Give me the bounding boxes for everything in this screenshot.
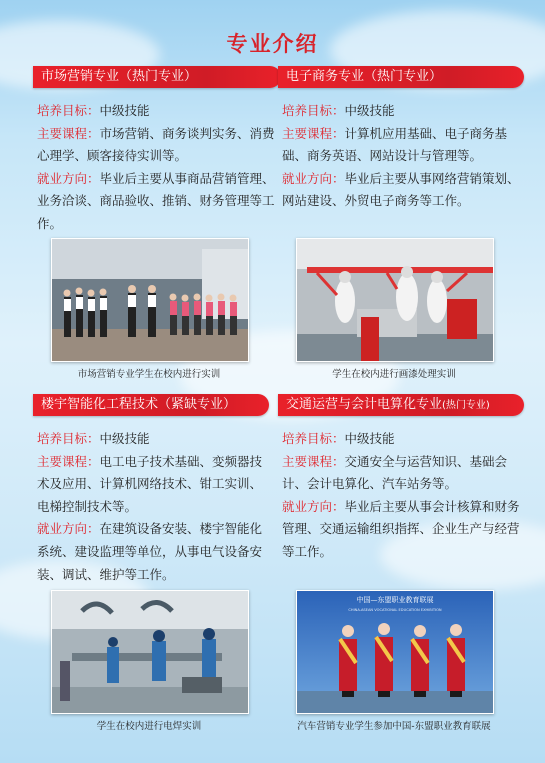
course-text: 交通安全与运营知识、基础会计、会计电算化、汽车站务等。 bbox=[282, 453, 508, 492]
goal-text: 中级技能 bbox=[344, 431, 395, 446]
exhibition-banner-text: 中国—东盟职业教育联展 bbox=[356, 596, 434, 604]
goal-text: 中级技能 bbox=[99, 103, 150, 118]
goal-label: 培养目标： bbox=[282, 103, 345, 118]
section-body bbox=[278, 428, 524, 564]
section-body bbox=[33, 100, 281, 236]
photo-caption: 学生在校内进行电焊实训 bbox=[96, 721, 202, 732]
section-heading-text: 交通运营与会计电算化专业 bbox=[286, 397, 443, 412]
photo-caption: 市场营销专业学生在校内进行实训 bbox=[77, 369, 221, 380]
career-text: 毕业后主要从事网络营销策划、网站建设、外贸电子商务等工作。 bbox=[282, 170, 520, 209]
goal-label: 培养目标： bbox=[282, 431, 345, 446]
career-text: 在建筑设备安装、楼宇智能化系统、建设监理等单位，从事电气设备安装、调试、维护等工作。 bbox=[37, 521, 263, 582]
section-heading-text: 电子商务专业（热门专业） bbox=[286, 69, 443, 84]
section-transport-accounting bbox=[278, 394, 524, 564]
photo-exhibition bbox=[296, 590, 494, 714]
section-heading bbox=[278, 66, 524, 88]
goal-text: 中级技能 bbox=[99, 431, 150, 446]
section-body bbox=[33, 428, 269, 586]
section-heading bbox=[33, 66, 281, 88]
career-text: 毕业后主要从事商品营销管理、业务洽谈、商品验收、推销、财务管理等工作。 bbox=[37, 170, 275, 231]
section-heading bbox=[278, 394, 524, 416]
course-label: 主要课程： bbox=[282, 125, 345, 141]
section-heading-tag: (热门专业) bbox=[442, 400, 490, 411]
course-text: 市场营销、商务谈判实务、消费心理学、顾客接待实训等。 bbox=[37, 125, 275, 164]
course-text: 计算机应用基础、电子商务基础、商务英语、网站设计与管理等。 bbox=[282, 125, 508, 164]
section-ecommerce bbox=[278, 66, 524, 213]
goal-label: 培养目标： bbox=[37, 103, 100, 118]
course-text: 电工电子技术基础、变频器技术及应用、计算机网络技术、钳工实训、电梯控制技术等。 bbox=[37, 453, 263, 514]
photo-marketing-training bbox=[51, 238, 249, 362]
course-label: 主要课程： bbox=[282, 453, 345, 469]
career-label: 就业方向： bbox=[282, 498, 345, 514]
photo-caption: 学生在校内进行画漆处理实训 bbox=[332, 369, 456, 380]
page-title: 专业介绍 bbox=[226, 32, 319, 56]
section-body bbox=[278, 100, 524, 213]
career-label: 就业方向： bbox=[37, 521, 100, 537]
career-label: 就业方向： bbox=[282, 170, 345, 186]
section-building-automation bbox=[33, 394, 269, 586]
section-marketing bbox=[33, 66, 281, 236]
photo-paint-training bbox=[296, 238, 494, 362]
photo-welding-training bbox=[51, 590, 249, 714]
goal-label: 培养目标： bbox=[37, 431, 100, 446]
photo-caption: 汽车营销专业学生参加中国-东盟职业教育联展 bbox=[297, 721, 491, 732]
section-heading bbox=[33, 394, 269, 416]
goal-text: 中级技能 bbox=[344, 103, 395, 118]
exhibition-banner-subtext: CHINA-ASEAN VOCATIONAL EDUCATION EXHIBITION bbox=[348, 608, 442, 612]
section-heading-text: 市场营销专业（热门专业） bbox=[41, 69, 198, 84]
career-label: 就业方向： bbox=[37, 170, 100, 186]
course-label: 主要课程： bbox=[37, 125, 100, 141]
course-label: 主要课程： bbox=[37, 453, 100, 469]
career-text: 毕业后主要从事会计核算和财务管理、交通运输组织指挥、企业生产与经营等工作。 bbox=[282, 498, 520, 559]
section-heading-text: 楼宇智能化工程技术（紧缺专业） bbox=[41, 397, 237, 412]
